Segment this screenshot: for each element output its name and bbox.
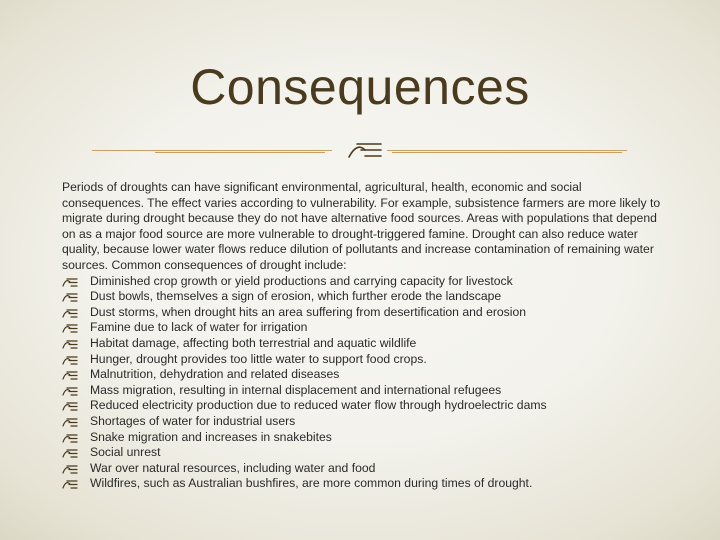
list-item-text: Wildfires, such as Australian bushfires, are more common during times of drought. bbox=[90, 476, 533, 491]
title-rule-right bbox=[387, 150, 627, 151]
list-item-text: Diminished crop growth or yield productions and carrying capacity for livestock bbox=[90, 273, 513, 288]
bullet-lines-icon bbox=[62, 338, 78, 350]
list-item-text: Reduced electricity production due to reduced water flow through hydroelectric dams bbox=[90, 398, 547, 413]
list-item-text: Snake migration and increases in snakebites bbox=[90, 429, 332, 444]
bullet-lines-icon bbox=[62, 354, 78, 366]
list-item-text: Dust bowls, themselves a sign of erosion, which further erode the landscape bbox=[90, 289, 502, 304]
bullet-lines-icon bbox=[62, 307, 78, 319]
bullet-lines-icon bbox=[62, 385, 78, 397]
list-item bbox=[62, 430, 662, 446]
list-item-text: Habitat damage, affecting both terrestrial and aquatic wildlife bbox=[90, 335, 417, 350]
bullet-lines-icon bbox=[62, 463, 78, 475]
list-item bbox=[62, 274, 662, 290]
list-item bbox=[62, 398, 662, 414]
list-item-text: Shortages of water for industrial users bbox=[90, 413, 296, 428]
list-item bbox=[62, 352, 662, 368]
list-item bbox=[62, 320, 662, 336]
divider-ornament-icon bbox=[345, 138, 385, 162]
title-rule-right-inner bbox=[392, 152, 622, 153]
list-item bbox=[62, 305, 662, 321]
slide-body bbox=[62, 180, 662, 492]
list-item-text: Malnutrition, dehydration and related diseases bbox=[90, 367, 340, 382]
bullet-lines-icon bbox=[62, 432, 78, 444]
list-item bbox=[62, 476, 662, 492]
title-rule-left bbox=[92, 150, 332, 151]
bullet-lines-icon bbox=[62, 276, 78, 288]
list-item-text: Famine due to lack of water for irrigation bbox=[90, 320, 308, 335]
list-item bbox=[62, 414, 662, 430]
list-item-text: Hunger, drought provides too little water to support food crops. bbox=[90, 351, 427, 366]
list-item bbox=[62, 289, 662, 305]
list-item-text: Mass migration, resulting in internal displacement and international refugees bbox=[90, 382, 502, 397]
list-item bbox=[62, 383, 662, 399]
bullet-lines-icon bbox=[62, 416, 78, 428]
bullet-lines-icon bbox=[62, 369, 78, 381]
list-item bbox=[62, 336, 662, 352]
consequences-list bbox=[62, 274, 662, 492]
list-item bbox=[62, 461, 662, 477]
list-item-text: War over natural resources, including water and food bbox=[90, 460, 376, 475]
bullet-lines-icon bbox=[62, 291, 78, 303]
slide-title: Consequences bbox=[190, 59, 530, 115]
bullet-lines-icon bbox=[62, 447, 78, 459]
bullet-lines-icon bbox=[62, 322, 78, 334]
list-item bbox=[62, 445, 662, 461]
title-rule-left-inner bbox=[155, 152, 325, 153]
list-item-text: Dust storms, when drought hits an area suffering from desertification and erosion bbox=[90, 304, 527, 319]
bullet-lines-icon bbox=[62, 400, 78, 412]
intro-paragraph: Periods of droughts can have significant environmental, agricultural, health, economic and social consequences. The effect varies according to vulnerability. For example, subsistence farmers are more likely to migrate during drought because they do not have alternative food sources. Areas with populations that depend on as a major food source are more vulnerable to drought-triggered famine. Drought can also reduce water quality, because lower water flows reduce dilution of pollutants and increase contamination of remaining water sources. Common consequences of drought include: bbox=[62, 180, 661, 272]
list-item bbox=[62, 367, 662, 383]
bullet-lines-icon bbox=[62, 478, 78, 490]
list-item-text: Social unrest bbox=[90, 445, 161, 460]
